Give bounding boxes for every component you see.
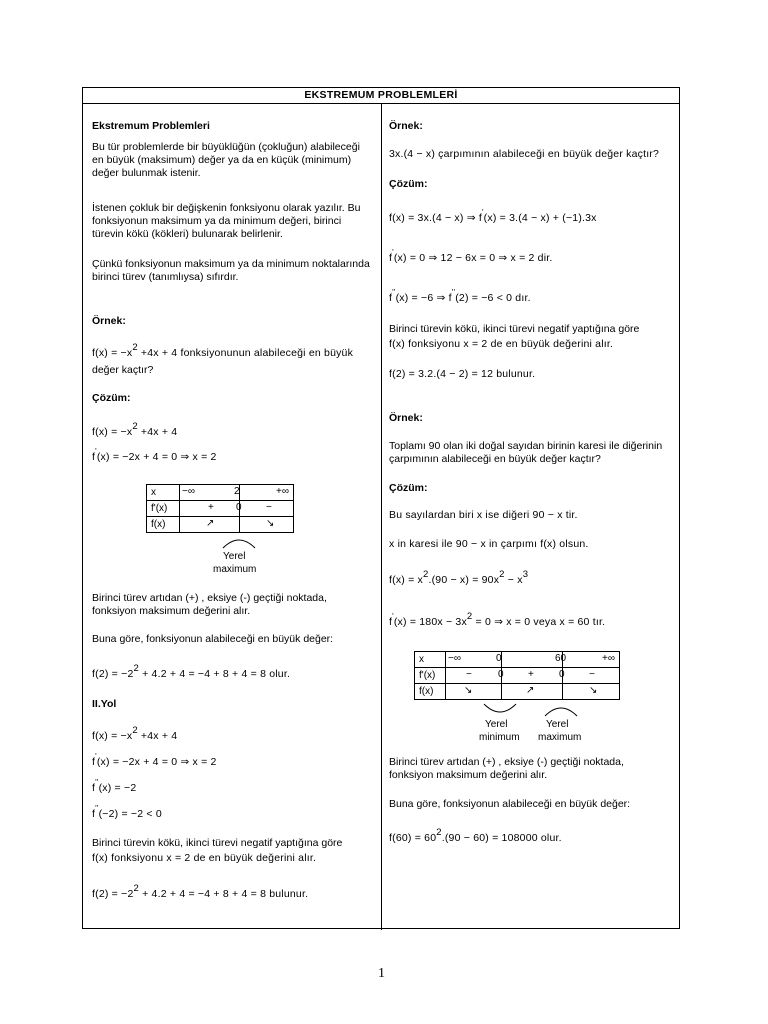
sign-minus: − bbox=[589, 669, 595, 680]
way2-result bbox=[92, 883, 309, 901]
solution-label: Çözüm: bbox=[92, 392, 131, 404]
math-text: f bbox=[92, 756, 96, 768]
text-line: çarpımının alabileceği en büyük değer kaçtır? bbox=[389, 453, 601, 465]
math-text: (x) = −6 ⇒ f bbox=[395, 292, 452, 304]
table-row bbox=[147, 485, 294, 501]
math-text: (−2) = −2 < 0 bbox=[98, 808, 162, 820]
table-row bbox=[415, 668, 620, 684]
prime: '' bbox=[95, 778, 99, 787]
right-note-2: f(x) fonksiyonu x = 2 de en büyük değerini alır. bbox=[389, 338, 614, 350]
yerel-label-2: Yerel bbox=[546, 719, 569, 730]
sentence-2: x in karesi ile 90 − x in çarpımı f(x) olsun. bbox=[389, 538, 589, 550]
table-row bbox=[415, 652, 620, 668]
intro-paragraph-1 bbox=[92, 141, 360, 180]
buna-line: Buna göre, fonksiyonun alabileceği en büyük değer: bbox=[92, 633, 334, 645]
example-label-1: Örnek: bbox=[389, 120, 423, 132]
text-line: fonksiyon maksimum değerini alır. bbox=[389, 769, 548, 781]
table-cell bbox=[446, 684, 620, 700]
exponent: 2 bbox=[132, 342, 138, 353]
table-row bbox=[147, 517, 294, 533]
math-text: f(2) = −2 bbox=[92, 888, 134, 900]
exponent: 2 bbox=[499, 569, 505, 580]
right-equation-1 bbox=[389, 208, 597, 225]
maximum-label: maximum bbox=[213, 564, 257, 575]
equation-2 bbox=[92, 447, 217, 464]
math-text: f bbox=[389, 616, 393, 628]
text-line: İstenen çokluk bir değişkenin fonksiyonu olarak yazılır. Bu bbox=[92, 202, 361, 214]
question-2 bbox=[389, 440, 662, 466]
decreasing-arrow: ↘ bbox=[266, 518, 275, 529]
right-buna-line: Buna göre, fonksiyonun alabileceği en büyük değer: bbox=[389, 798, 631, 810]
exponent: 3 bbox=[522, 569, 529, 580]
text-line: Birinci türev artıdan (+) , eksiye (-) geçtiği noktada, bbox=[92, 592, 327, 604]
intro-paragraph-2 bbox=[92, 202, 360, 241]
math-text: f bbox=[92, 451, 96, 463]
right-final-result bbox=[389, 827, 562, 845]
exponent: 2 bbox=[422, 569, 429, 580]
prime: '' bbox=[95, 804, 99, 813]
sign-minus: − bbox=[266, 502, 272, 513]
zero: 0 bbox=[559, 669, 565, 680]
text-line: Çünkü fonksiyonun maksimum ya da minimum noktalarında bbox=[92, 258, 370, 270]
note-paragraph bbox=[92, 592, 327, 618]
math-text: + 4.2 + 4 = −4 + 8 + 4 = 8 bulunur. bbox=[138, 888, 309, 900]
derivative-equation bbox=[389, 611, 606, 629]
table-row bbox=[147, 501, 294, 517]
math-text: (x) = 0 ⇒ 12 − 6x = 0 ⇒ x = 2 dir. bbox=[393, 252, 553, 264]
sign-plus: + bbox=[208, 502, 214, 513]
math-text: f(x) = −x bbox=[92, 426, 133, 438]
text-line: en büyük (maksimum) değer ya da en küçük (minimum) bbox=[92, 154, 352, 166]
way2-equation-4 bbox=[92, 804, 162, 821]
table-cell bbox=[180, 501, 294, 517]
maximum-arc-icon bbox=[541, 700, 581, 720]
yerel-label: Yerel bbox=[223, 551, 246, 562]
zero: 0 bbox=[236, 502, 242, 513]
sign-minus: − bbox=[466, 669, 472, 680]
intro-paragraph-3 bbox=[92, 258, 370, 284]
math-text: .(90 − x) = 90x bbox=[428, 574, 500, 586]
math-text: f(x) = x bbox=[389, 574, 423, 586]
sign-plus: + bbox=[528, 669, 534, 680]
example-label-2: Örnek: bbox=[389, 412, 423, 424]
exponent: 2 bbox=[132, 421, 138, 432]
math-text: (x) = 3.(4 − x) + (−1).3x bbox=[483, 212, 597, 224]
math-text: f(2) = −2 bbox=[92, 668, 134, 680]
left-heading: Ekstremum Problemleri bbox=[92, 120, 210, 132]
way2-equation-2 bbox=[92, 752, 217, 769]
exponent: 2 bbox=[132, 725, 138, 736]
right-result-1: f(2) = 3.2.(4 − 2) = 12 bulunur. bbox=[389, 368, 536, 380]
sign-table-right bbox=[414, 651, 620, 700]
exponent: 2 bbox=[436, 827, 442, 838]
function-equation bbox=[389, 569, 529, 587]
math-text: f(x) = −x bbox=[92, 347, 133, 359]
second-way-label: II.Yol bbox=[92, 698, 117, 710]
way2-note-2: f(x) fonksiyonu x = 2 de en büyük değerini alır. bbox=[92, 852, 317, 864]
zero: 0 bbox=[498, 669, 504, 680]
prime: ' bbox=[95, 447, 97, 456]
table-cell bbox=[446, 668, 620, 684]
right-note-paragraph bbox=[389, 756, 624, 782]
page-title: EKSTREMUM PROBLEMLERİ bbox=[83, 88, 679, 104]
maximum-arc-icon bbox=[219, 532, 259, 552]
math-text: +4x + 4 bbox=[137, 426, 178, 438]
table-cell bbox=[446, 652, 620, 668]
prime: ' bbox=[392, 248, 394, 257]
math-text: f(x) = −x bbox=[92, 730, 133, 742]
math-text: + 4.2 + 4 = −4 + 8 + 4 = 8 olur. bbox=[138, 668, 291, 680]
prime: ' bbox=[95, 752, 97, 761]
right-note-1: Birinci türevin kökü, ikinci türevi negatif yaptığına göre bbox=[389, 323, 640, 335]
math-text: (x) = 180x − 3x bbox=[393, 616, 467, 628]
math-text: f bbox=[389, 252, 393, 264]
text-line: Toplamı 90 olan iki doğal sayıdan birinin karesi ile diğerinin bbox=[389, 440, 663, 452]
question-equation bbox=[92, 342, 354, 360]
increasing-arrow: ↗ bbox=[206, 518, 215, 529]
neg-infinity: −∞ bbox=[182, 486, 195, 497]
math-text: .(90 − 60) = 108000 olur. bbox=[441, 832, 562, 844]
text-line: fonksiyon maksimum değerini alır. bbox=[92, 605, 251, 617]
sign-table-left bbox=[146, 484, 294, 533]
pos-infinity: +∞ bbox=[602, 653, 615, 664]
critical-point: 2 bbox=[234, 486, 240, 497]
text-line: Bu tür problemlerde bir büyüklüğün (çokluğun) alabileceği bbox=[92, 141, 360, 153]
table-cell: f(x) bbox=[147, 517, 180, 533]
math-text: = 0 ⇒ x = 0 veya x = 60 tır. bbox=[472, 616, 606, 628]
worksheet-frame bbox=[82, 87, 680, 929]
exponent: 2 bbox=[133, 883, 139, 894]
minimum-label: minimum bbox=[479, 732, 520, 743]
math-text: +4x + 4 bbox=[137, 730, 178, 742]
table-row bbox=[415, 684, 620, 700]
yerel-label-1: Yerel bbox=[485, 719, 508, 730]
solution-label-1: Çözüm: bbox=[389, 178, 428, 190]
table-cell: f'(x) bbox=[415, 668, 446, 684]
math-text: (x) = −2 bbox=[98, 782, 137, 794]
equation-1 bbox=[92, 421, 178, 439]
sentence-1: Bu sayılardan biri x ise diğeri 90 − x tir. bbox=[389, 509, 578, 521]
way2-equation-3 bbox=[92, 778, 137, 795]
prime: '' bbox=[451, 288, 456, 297]
text-line: fonksiyonun maksimum ya da minimum değeri, birinci bbox=[92, 215, 342, 227]
math-text: f bbox=[389, 292, 393, 304]
critical-point: 60 bbox=[555, 653, 567, 664]
neg-infinity: −∞ bbox=[448, 653, 461, 664]
table-cell bbox=[180, 517, 294, 533]
maximum-label: maximum bbox=[538, 732, 582, 743]
table-cell: x bbox=[147, 485, 180, 501]
page-number: 1 bbox=[378, 966, 385, 981]
right-equation-3 bbox=[389, 288, 531, 305]
decreasing-arrow: ↘ bbox=[464, 685, 473, 696]
math-text: +4x + 4 fonksiyonunun alabileceği en büyük bbox=[137, 347, 354, 359]
prime: '' bbox=[392, 288, 396, 297]
text-line: Birinci türev artıdan (+) , eksiye (-) geçtiği noktada, bbox=[389, 756, 624, 768]
solution-label-2: Çözüm: bbox=[389, 482, 428, 494]
table-cell: x bbox=[415, 652, 446, 668]
math-text: (x) = −2x + 4 = 0 ⇒ x = 2 bbox=[96, 756, 217, 768]
math-text: (2) = −6 < 0 dır. bbox=[455, 292, 531, 304]
prime: ' bbox=[392, 612, 394, 621]
text-line: türevin kökü (kökleri) bulunarak belirlenir. bbox=[92, 228, 283, 240]
question-line-2: değer kaçtır? bbox=[92, 364, 154, 376]
example-label: Örnek: bbox=[92, 315, 126, 327]
result-equation bbox=[92, 663, 291, 681]
exponent: 2 bbox=[133, 663, 139, 674]
text-line: değer bulunmak istenir. bbox=[92, 167, 201, 179]
math-text: f bbox=[92, 782, 96, 794]
way2-note-1: Birinci türevin kökü, ikinci türevi negatif yaptığına göre bbox=[92, 837, 343, 849]
text-line: birinci türev (tanımlıysa) sıfırdır. bbox=[92, 271, 239, 283]
math-text: f(60) = 60 bbox=[389, 832, 437, 844]
math-text: − x bbox=[504, 574, 523, 586]
question-1: 3x.(4 − x) çarpımının alabileceği en büyük değer kaçtır? bbox=[389, 148, 660, 160]
minimum-arc-icon bbox=[480, 700, 520, 720]
critical-point: 0 bbox=[496, 653, 502, 664]
math-text: (x) = −2x + 4 = 0 ⇒ x = 2 bbox=[96, 451, 217, 463]
pos-infinity: +∞ bbox=[276, 486, 289, 497]
prime: ' bbox=[481, 208, 484, 217]
increasing-arrow: ↗ bbox=[526, 685, 535, 696]
table-cell: f(x) bbox=[415, 684, 446, 700]
way2-equation-1 bbox=[92, 725, 178, 743]
table-cell: f'(x) bbox=[147, 501, 180, 517]
right-equation-2 bbox=[389, 248, 553, 265]
math-text: f bbox=[92, 808, 96, 820]
math-text: f(x) = 3x.(4 − x) ⇒ f bbox=[389, 212, 482, 224]
column-divider bbox=[381, 104, 382, 930]
decreasing-arrow: ↘ bbox=[589, 685, 598, 696]
exponent: 2 bbox=[466, 611, 473, 622]
table-cell bbox=[180, 485, 294, 501]
